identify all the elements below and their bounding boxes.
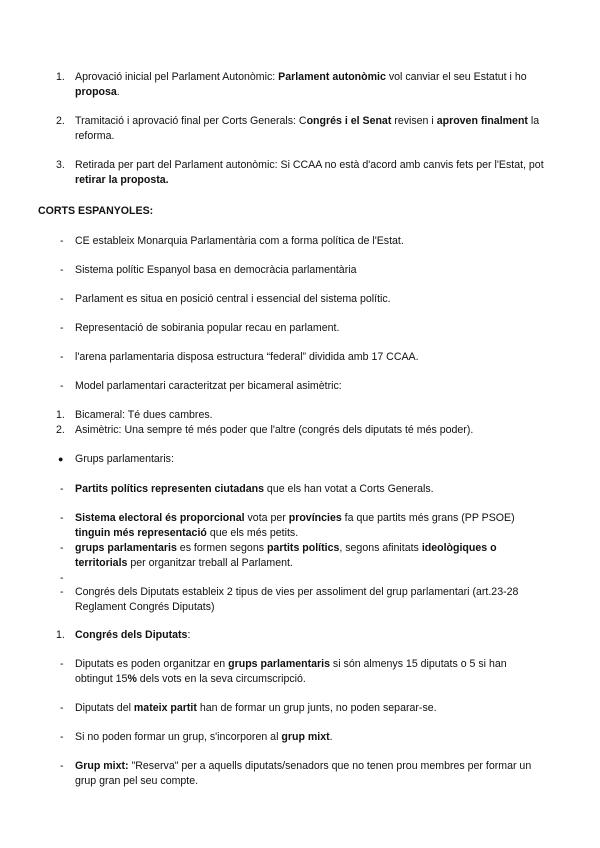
section-heading: CORTS ESPANYOLES: bbox=[38, 205, 154, 217]
step-number: 2. bbox=[56, 115, 65, 127]
step-number: 1. bbox=[56, 71, 65, 83]
document-page: 1. Aprovació inicial pel Parlament Autonòmic: Parlament autonòmic vol canviar el seu Estatut i ho proposa. 2. Tramitació i aprovació final per Corts Generals: Congrés i el Senat revisen i aproven finalment la reforma. 3. Retirada per part del Parlament autonòmic: Si CCAA no està d'acord amb canvis fets per l'Estat, pot retirar la proposta. CORTS ESPANYOLES: - CE estableix Monarquia Parlamentària com a forma política de l'Estat. - Sistema polític Espanyol basa en democràcia parlamentària - Parlament es situa en posició central i essencial del sistema polític. - Representació de sobirania popular recau en parlament. - l'arena parlamentaria disposa estructura “federal” dividida amb 17 CCAA. - Model parlamentari caracteritzat per bicameral asimètric: 1. Bicameral: Té dues cambres. 2. Asimètric: Una sempre té més poder que l'altre (congrés dels diputats té més poder). ● Grups parlamentaris: - Partits polítics representen ciutadans que els han votat a Corts Generals. - Sistema electoral és proporcional vota per províncies fa que partits més grans (PP PSOE) tinguin més representació que els més petits. - grups parlamentaris es formen segons partits polítics, segons afinitats ideològiques o territorials per organitzar treball al Parlament. - - Congrés dels Diputats estableix 2 tipus de vies per assoliment del grup parlamentari (art.23-28 Reglament Congrés Diputats) 1. Congrés dels Diputats: - Diputats es poden organitzar en grups parlamentaris si són almenys 15 diputats o 5 si han obtingut 15% dels vots en la seva circumscripció. - Diputats del mateix partit han de formar un grup junts, no poden separar-se. - Si no poden formar un grup, s'incorporen al grup mixt. - Grup mixt: "Reserva" per a aquells diputats/senadors que no tenen prou membres per formar un grup gran pel seu compte. bbox=[0, 0, 600, 848]
step-number: 3. bbox=[56, 159, 65, 171]
step-text: Retirada per part del Parlament autonòmic: Si CCAA no està d'acord amb canvis fets per l'Estat, pot retirar la proposta. bbox=[75, 159, 544, 186]
step-text: Aprovació inicial pel Parlament Autonòmic: Parlament autonòmic vol canviar el seu Estatut i ho proposa. bbox=[75, 71, 527, 98]
bullet-icon: ● bbox=[58, 454, 64, 464]
step-text: Tramitació i aprovació final per Corts Generals: Congrés i el Senat revisen i aproven finalment la reforma. bbox=[75, 115, 540, 142]
